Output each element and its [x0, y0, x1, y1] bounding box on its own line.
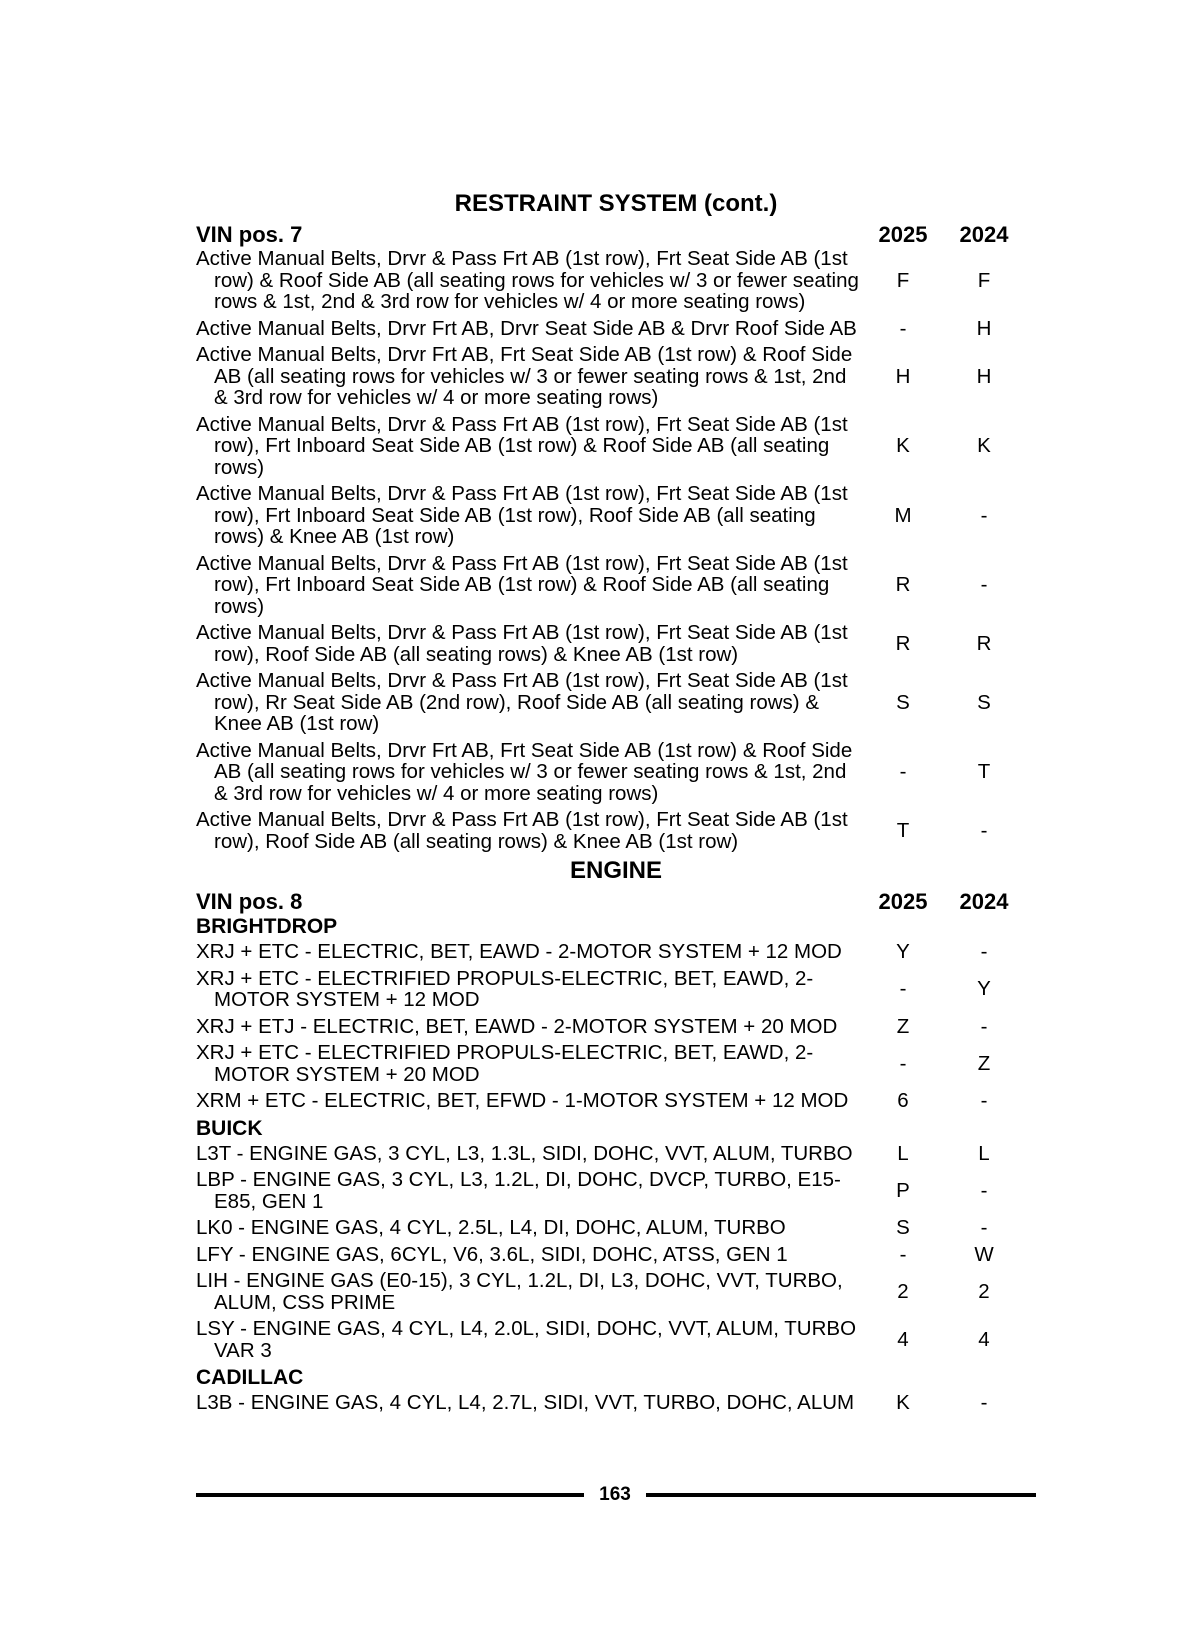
code-2024: -	[980, 818, 988, 842]
code-2024: -	[980, 573, 988, 596]
year-2025-header: 2025	[878, 889, 928, 914]
code-2025: R	[895, 631, 911, 655]
footer-rule-left	[196, 1493, 584, 1497]
code-2024: -	[980, 503, 988, 527]
document-page	[196, 190, 1036, 1419]
row-description: Active Manual Belts, Drvr & Pass Frt AB (1st row), Frt Seat Side AB (1st row), Frt Inboard Seat Side AB (1st row), Roof Side AB (all seating rows) & Knee AB (1st row)	[196, 482, 848, 548]
table-row	[196, 414, 1036, 479]
table-row	[196, 483, 1036, 548]
code-2025: P	[896, 1178, 910, 1202]
manufacturer-group-heading: BUICK	[196, 1116, 263, 1140]
code-2024: L	[978, 1141, 990, 1165]
table-row	[196, 1270, 1036, 1313]
manufacturer-group-heading: BRIGHTDROP	[196, 915, 338, 938]
page-number: 163	[599, 1484, 631, 1505]
code-2025: M	[894, 503, 912, 527]
table-row	[196, 1392, 1036, 1414]
code-2025: -	[899, 1242, 907, 1266]
table-row	[196, 809, 1036, 852]
year-2025-header: 2025	[878, 222, 928, 247]
row-description: Active Manual Belts, Drvr Frt AB, Drvr Seat Side AB & Drvr Roof Side AB	[196, 316, 857, 340]
row-description: L3T - ENGINE GAS, 3 CYL, L3, 1.3L, SIDI, DOHC, VVT, ALUM, TURBO	[196, 1141, 853, 1165]
table-row	[196, 1217, 1036, 1239]
code-2024: T	[977, 760, 991, 783]
row-description: Active Manual Belts, Drvr Frt AB, Frt Seat Side AB (1st row) & Roof Side AB (all seating rows for vehicles w/ 3 or fewer seating rows & 1st, 2nd & 3rd row for vehicles w/ 4 or more seating rows)	[196, 738, 853, 805]
code-2025: Y	[896, 940, 910, 963]
row-description: LSY - ENGINE GAS, 4 CYL, L4, 2.0L, SIDI, DOHC, VVT, ALUM, TURBO VAR 3	[196, 1317, 857, 1362]
code-2024: H	[976, 364, 992, 388]
code-2025: H	[895, 364, 911, 388]
code-2024: -	[980, 1391, 988, 1414]
table-row	[196, 622, 1036, 665]
code-2024: W	[974, 1242, 994, 1266]
code-2025: K	[896, 434, 910, 457]
code-2024: Y	[977, 977, 991, 1001]
table-row	[196, 968, 1036, 1011]
table-row	[196, 1244, 1036, 1266]
code-2024: R	[976, 631, 992, 655]
table-row	[196, 344, 1036, 409]
code-2025: T	[896, 818, 910, 842]
table-row	[196, 941, 1036, 963]
table-row	[196, 1143, 1036, 1165]
vin-position-label: VIN pos. 8	[196, 889, 303, 914]
table-row	[196, 1169, 1036, 1212]
code-2025: -	[899, 760, 907, 783]
row-description: L3B - ENGINE GAS, 4 CYL, L4, 2.7L, SIDI, VVT, TURBO, DOHC, ALUM	[196, 1391, 855, 1414]
row-description: Active Manual Belts, Drvr & Pass Frt AB (1st row), Frt Seat Side AB (1st row), Rr Seat Side AB (2nd row), Roof Side AB (all seating rows) & Knee AB (1st row)	[196, 669, 848, 735]
code-2024: S	[977, 690, 991, 714]
row-description: Active Manual Belts, Drvr & Pass Frt AB (1st row), Frt Seat Side AB (1st row), Frt Inboard Seat Side AB (1st row) & Roof Side AB (all seating rows)	[196, 551, 848, 618]
row-description: Active Manual Belts, Drvr Frt AB, Frt Seat Side AB (1st row) & Roof Side AB (all seating rows for vehicles w/ 3 or fewer seating rows & 1st, 2nd & 3rd row for vehicles w/ 4 or more seating rows)	[196, 343, 853, 409]
row-description: XRJ + ETC - ELECTRIFIED PROPULS-ELECTRIC, BET, EAWD, 2-MOTOR SYSTEM + 20 MOD	[196, 1041, 814, 1086]
code-2025: S	[896, 690, 910, 714]
code-2025: -	[899, 316, 907, 340]
code-2025: S	[896, 1216, 910, 1239]
code-2025: R	[895, 573, 911, 596]
manufacturer-group-heading: CADILLAC	[196, 1366, 304, 1389]
table-row	[196, 318, 1036, 340]
column-header-engine	[196, 888, 1036, 915]
code-2024: -	[980, 1014, 988, 1038]
row-description: XRM + ETC - ELECTRIC, BET, EFWD - 1-MOTOR SYSTEM + 12 MOD	[196, 1089, 849, 1112]
code-2024: 2	[978, 1279, 990, 1303]
code-2024: F	[977, 268, 991, 292]
code-2025: L	[897, 1141, 909, 1165]
row-description: Active Manual Belts, Drvr & Pass Frt AB (1st row), Frt Seat Side AB (1st row), Roof Side AB (all seating rows) & Knee AB (1st row)	[196, 621, 848, 666]
code-2025: 2	[897, 1279, 909, 1303]
table-row	[196, 1042, 1036, 1085]
row-description: XRJ + ETJ - ELECTRIC, BET, EAWD - 2-MOTOR SYSTEM + 20 MOD	[196, 1014, 838, 1038]
code-2025: 6	[897, 1089, 909, 1112]
table-row	[196, 740, 1036, 805]
table-row	[196, 248, 1036, 313]
code-2025: -	[899, 1051, 907, 1075]
table-row	[196, 1318, 1036, 1361]
year-2024-header: 2024	[959, 889, 1009, 914]
row-description: LK0 - ENGINE GAS, 4 CYL, 2.5L, L4, DI, DOHC, ALUM, TURBO	[196, 1216, 786, 1239]
footer-rule-right	[646, 1493, 1036, 1497]
code-2025: -	[899, 977, 907, 1001]
engine-table	[196, 915, 1036, 1414]
code-2025: Z	[896, 1014, 910, 1038]
code-2024: -	[980, 1178, 988, 1202]
code-2025: 4	[897, 1327, 909, 1351]
code-2024: -	[980, 1089, 988, 1112]
row-description: XRJ + ETC - ELECTRIC, BET, EAWD - 2-MOTOR SYSTEM + 12 MOD	[196, 940, 842, 963]
code-2024: H	[976, 316, 992, 340]
code-2025: F	[896, 268, 910, 292]
row-description: LIH - ENGINE GAS (E0-15), 3 CYL, 1.2L, DI, L3, DOHC, VVT, TURBO, ALUM, CSS PRIME	[196, 1269, 843, 1314]
section-title-engine: ENGINE	[569, 857, 662, 884]
row-description: Active Manual Belts, Drvr & Pass Frt AB (1st row), Frt Seat Side AB (1st row), Roof Side AB (all seating rows) & Knee AB (1st row)	[196, 808, 848, 853]
row-description: XRJ + ETC - ELECTRIFIED PROPULS-ELECTRIC, BET, EAWD, 2-MOTOR SYSTEM + 12 MOD	[196, 966, 814, 1011]
table-row	[196, 553, 1036, 618]
row-description: LFY - ENGINE GAS, 6CYL, V6, 3.6L, SIDI, DOHC, ATSS, GEN 1	[196, 1242, 788, 1266]
table-row	[196, 1016, 1036, 1038]
code-2024: -	[980, 1216, 988, 1239]
year-2024-header: 2024	[959, 222, 1009, 247]
column-header-restraint	[196, 221, 1036, 248]
row-description: LBP - ENGINE GAS, 3 CYL, L3, 1.2L, DI, DOHC, DVCP, TURBO, E15-E85, GEN 1	[196, 1168, 841, 1213]
table-row	[196, 1090, 1036, 1112]
code-2025: K	[896, 1391, 910, 1414]
code-2024: 4	[978, 1327, 990, 1351]
restraint-table	[196, 248, 1036, 852]
page-footer	[196, 1483, 1036, 1507]
vin-position-label: VIN pos. 7	[196, 222, 303, 247]
row-description: Active Manual Belts, Drvr & Pass Frt AB (1st row), Frt Seat Side AB (1st row) & Roof Side AB (all seating rows for vehicles w/ 3 or fewer seating rows & 1st, 2nd & 3rd row for vehicles w/ 4 or more seating rows)	[196, 247, 859, 313]
table-row	[196, 670, 1036, 735]
section-title-restraint: RESTRAINT SYSTEM (cont.)	[454, 190, 778, 217]
row-description: Active Manual Belts, Drvr & Pass Frt AB (1st row), Frt Seat Side AB (1st row), Frt Inboard Seat Side AB (1st row) & Roof Side AB (all seating rows)	[196, 412, 848, 479]
code-2024: -	[980, 940, 988, 963]
code-2024: Z	[977, 1051, 991, 1075]
code-2024: K	[977, 434, 991, 457]
